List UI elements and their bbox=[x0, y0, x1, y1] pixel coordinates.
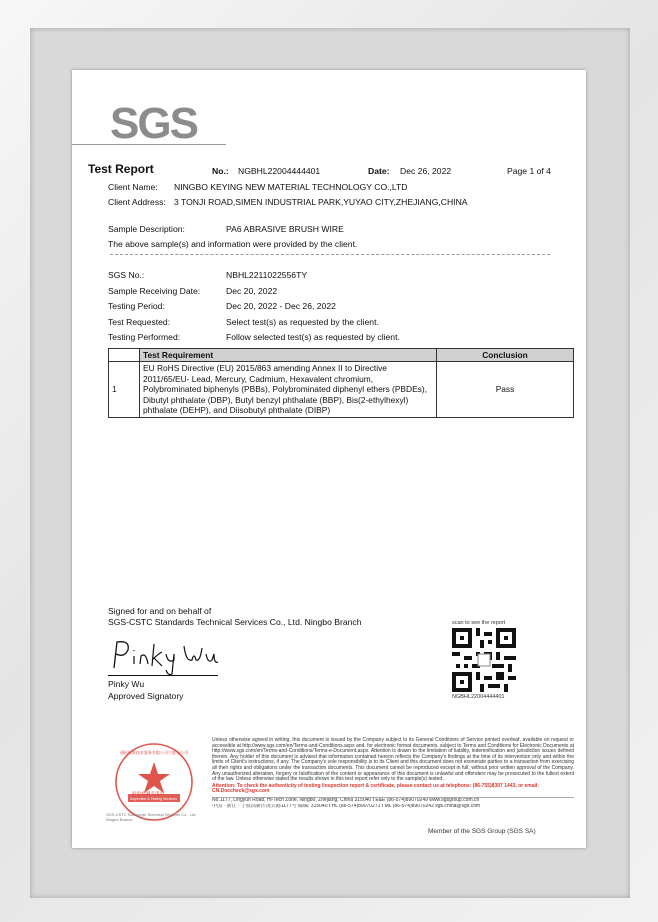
requirement-table bbox=[108, 348, 574, 418]
page-title: Test Report bbox=[88, 162, 154, 176]
address-english: No.1177, Lingyun Road, Hi-Tech Zone, Ningbo, Zhejiang, China 315040 t E&E (86-574)89070249 www.sgsgroup.com.cn bbox=[212, 797, 480, 803]
logo-rule bbox=[72, 144, 226, 145]
sample-desc: PA6 ABRASIVE BRUSH WIRE bbox=[226, 224, 344, 234]
report-no: NGBHL22004444401 bbox=[238, 166, 321, 176]
provided-note: The above sample(s) and information were provided by the client. bbox=[108, 239, 358, 249]
date-label: Date: bbox=[368, 166, 390, 176]
signature-line bbox=[108, 675, 218, 676]
receiving-date: Dec 20, 2022 bbox=[226, 286, 278, 296]
qr-code-icon[interactable] bbox=[452, 628, 516, 692]
testing-period: Dec 20, 2022 - Dec 26, 2022 bbox=[226, 301, 336, 311]
stamp-text-top: 通标标准技术服务有限公司宁波分公司 bbox=[120, 750, 188, 755]
test-requested: Select test(s) as requested by the client. bbox=[226, 317, 379, 327]
test-requested-label: Test Requested: bbox=[108, 317, 171, 327]
requirement-text: EU RoHS Directive (EU) 2015/863 amending Annex II to Directive 2011/65/EU- Lead, Mercury, Cadmium, Hexavalent chromium, Polybrominated biphenyls (PBBs), Polybrominated diphenyl ethers (PBDEs), Dibutyl phthalate (DBP), Butyl benzyl phthalate (BBP), Bis(2-ethylhexyl) phthalate (DEHP), and Diisobutyl phthalate (DIBP) bbox=[140, 362, 437, 418]
report-date: Dec 26, 2022 bbox=[400, 166, 452, 176]
testing-period-label: Testing Period: bbox=[108, 301, 165, 311]
testing-performed-label: Testing Performed: bbox=[108, 332, 181, 342]
disclaimer-block bbox=[212, 738, 574, 809]
signatory-title: Approved Signatory bbox=[108, 691, 184, 701]
table-row bbox=[109, 362, 574, 418]
member-statement: Member of the SGS Group (SGS SA) bbox=[428, 828, 536, 835]
client-name-label: Client Name: bbox=[108, 182, 158, 192]
signatory-name: Pinky Wu bbox=[108, 679, 145, 689]
sample-desc-label: Sample Description: bbox=[108, 224, 185, 234]
sgs-no-label: SGS No.: bbox=[108, 270, 145, 280]
table-header-no bbox=[109, 349, 140, 362]
qr-caption: scan to see the report bbox=[452, 620, 506, 626]
sgs-no: NBHL2211022556TY bbox=[226, 270, 308, 280]
client-address-label: Client Address: bbox=[108, 197, 166, 207]
qr-report-number: NGBHL22004444401 bbox=[452, 694, 505, 700]
address-chinese: 中国 · 浙江 · 宁波高新区凌云路1177号 邮编: 315040 t HL (86-574)89070271 t ML (86-574)89070242 sgs.china@sgs.com bbox=[212, 803, 481, 809]
client-name: NINGBO KEYING NEW MATERIAL TECHNOLOGY CO.,LTD bbox=[174, 182, 408, 192]
signed-line-1: Signed for and on behalf of bbox=[108, 606, 212, 616]
table-header-requirement: Test Requirement bbox=[140, 349, 437, 362]
table-header-conclusion: Conclusion bbox=[437, 349, 574, 362]
logo-text: SGS bbox=[110, 99, 197, 144]
page-number: Page 1 of 4 bbox=[507, 166, 551, 176]
table-header-row bbox=[109, 349, 574, 362]
report-sheet bbox=[72, 70, 586, 848]
divider bbox=[110, 254, 550, 255]
stamp-text-mid: 检验检测专用章 bbox=[132, 791, 165, 796]
handwritten-signature bbox=[108, 634, 228, 676]
attention-text: Attention: To check the authenticity of testing /inspection report & certificate, please contact us at telephone: (86-755)8307 1443, or email: CN.Doccheck@sgs.com bbox=[212, 782, 539, 795]
stamp-text-bottom: Inspection & Testing Services bbox=[130, 797, 177, 801]
report-no-label: No.: bbox=[212, 166, 229, 176]
stamp-side-text: SGS-CSTC Standards Technical Services Co., Ltd. Ningbo Branch bbox=[106, 812, 197, 822]
row-number: 1 bbox=[109, 362, 140, 418]
disclaimer-text: Unless otherwise agreed in writing, this document is issued by the Company subject to its General Conditions of Service printed overleaf, available on request or accessible at http://www.sgs.com/en/Terms-and-Conditions.aspx and, for electronic format documents, subject to Terms and Conditions for Electronic Documents at http://www.sgs.com/en/Terms-and-Conditions/Terms-e-Document.aspx. Attention is drawn to the limitation of liability, indemnification and jurisdiction issues defined therein. Any holder of this document is advised that information contained hereon reflects the Company's findings at the time of its intervention only and within the limits of Client's instructions, if any. The Company's sole responsibility is to its Client and this document does not exonerate parties to a transaction from exercising all their rights and obligations under the transaction documents. This document cannot be reproduced except in full, without prior written approval of the Company. Any unauthorized alteration, forgery or falsification of the content or appearance of this document is unlawful and offenders may be prosecuted to the fullest extent of the law. Unless otherwise stated the results shown in this test report refer only to the sample(s) tested . bbox=[212, 737, 574, 783]
client-address: 3 TONJI ROAD,SIMEN INDUSTRIAL PARK,YUYAO CITY,ZHEJIANG,CHINA bbox=[174, 197, 468, 207]
testing-performed: Follow selected test(s) as requested by client. bbox=[226, 332, 400, 342]
sgs-logo bbox=[110, 98, 200, 144]
signed-line-2: SGS-CSTC Standards Technical Services Co., Ltd. Ningbo Branch bbox=[108, 617, 362, 627]
conclusion-value: Pass bbox=[437, 362, 574, 418]
receiving-date-label: Sample Receiving Date: bbox=[108, 286, 201, 296]
